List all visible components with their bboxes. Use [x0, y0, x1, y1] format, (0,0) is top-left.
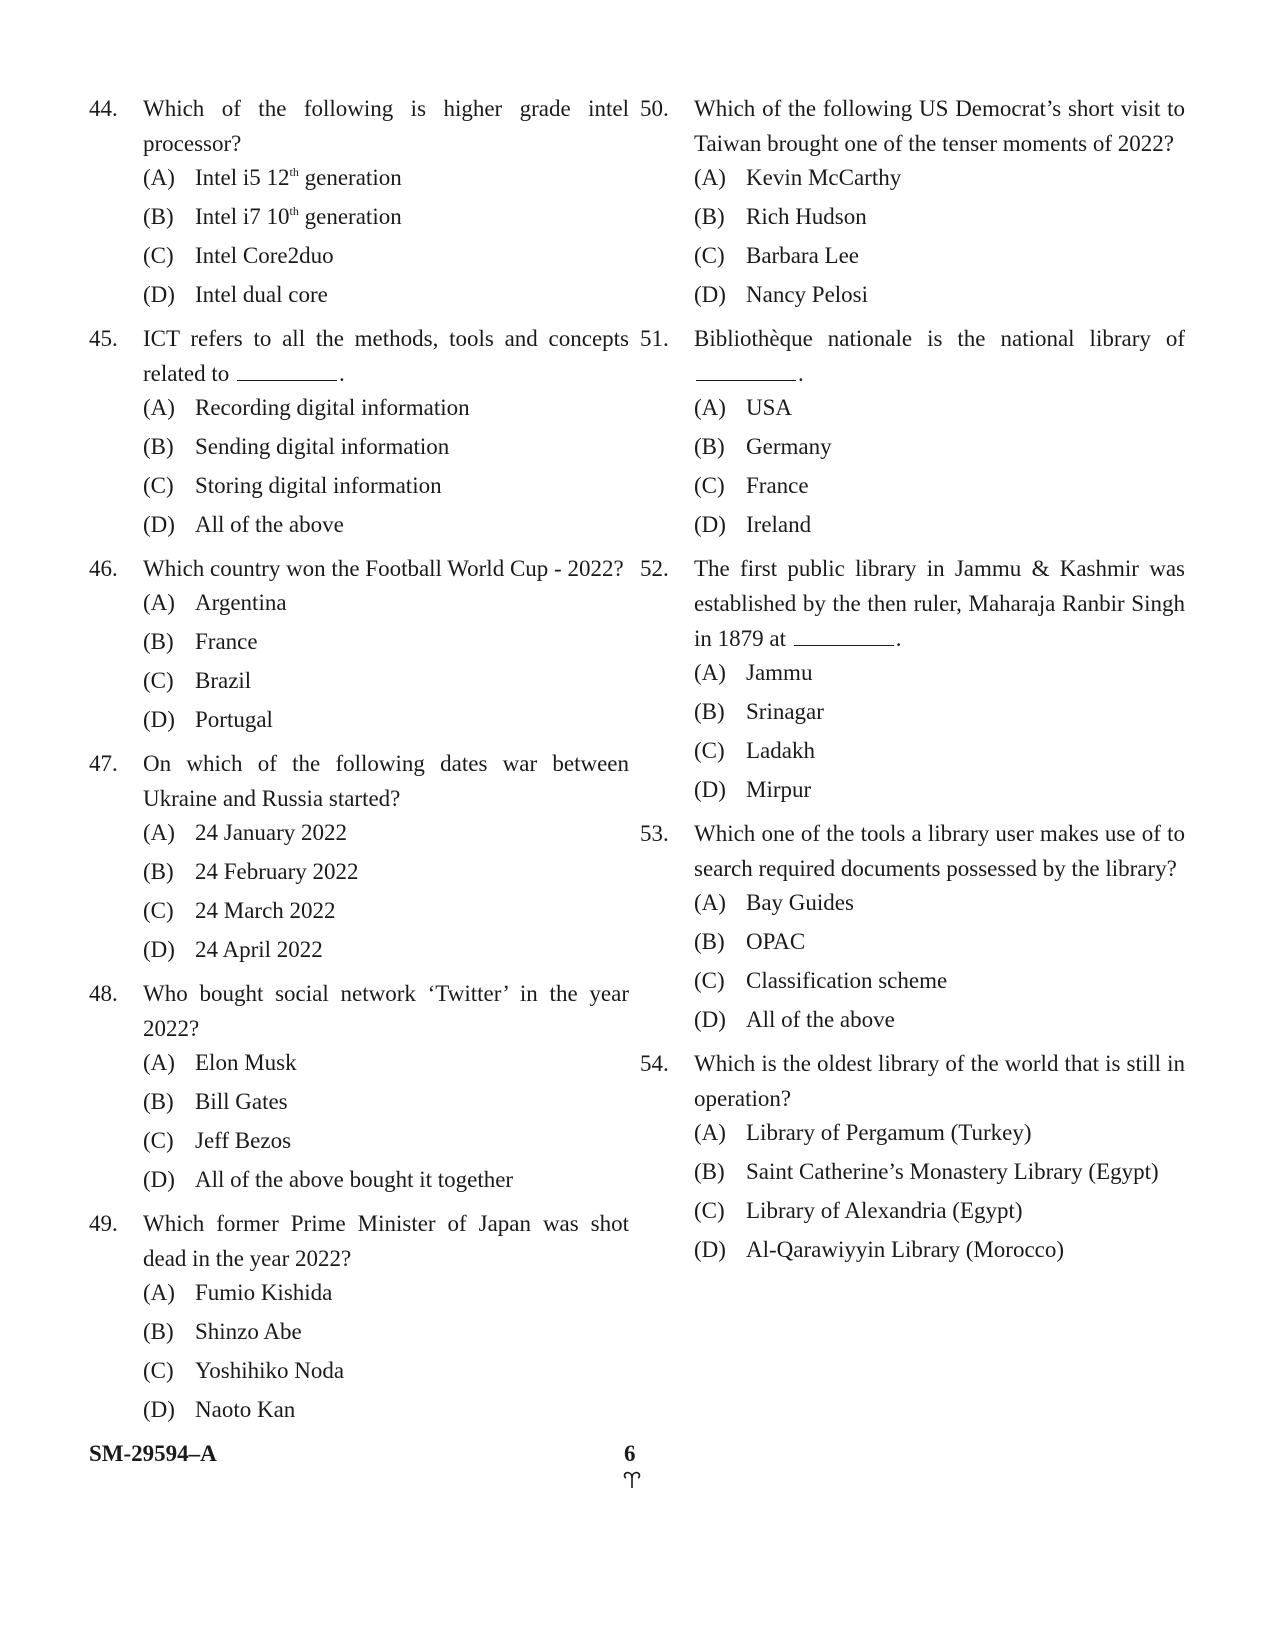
options-list — [143, 590, 629, 732]
option — [694, 243, 1185, 268]
option-label: (C) — [694, 738, 725, 763]
options-list — [694, 165, 1185, 307]
option — [143, 1319, 629, 1344]
question-text: Which is the oldest library of the world that is still in operation? — [694, 1051, 1185, 1111]
question-number: 54. — [640, 1051, 669, 1076]
option-text: Ladakh — [746, 738, 815, 763]
options-list — [143, 820, 629, 962]
options-list — [143, 395, 629, 537]
option — [694, 777, 1185, 802]
option — [143, 590, 629, 615]
question-text: Which of the following US Democrat’s short visit to Taiwan brought one of the tenser moments of 2022? — [694, 96, 1185, 156]
paper-code: SM-29594–A — [89, 1441, 217, 1466]
option-text: Intel i5 12th generation — [195, 165, 402, 190]
option — [143, 395, 629, 420]
question-text: The first public library in Jammu & Kashmir was established by the then ruler, Maharaja Ranbir Singh in 1879 at . — [694, 556, 1185, 651]
option-text: Rich Hudson — [746, 204, 867, 229]
options-list — [143, 165, 629, 307]
options-list — [143, 1280, 629, 1422]
option-text: Germany — [746, 434, 832, 459]
option — [694, 738, 1185, 763]
question-text: Which one of the tools a library user makes use of to search required documents possessed by the library? — [694, 821, 1185, 881]
option-label: (D) — [143, 512, 175, 537]
option-text: Jeff Bezos — [195, 1128, 292, 1153]
option-label: (C) — [143, 898, 174, 923]
option-text: Srinagar — [746, 699, 824, 724]
question — [640, 551, 1185, 802]
option-text: Saint Catherine’s Monastery Library (Egypt) — [746, 1159, 1159, 1184]
option — [694, 1198, 1185, 1223]
option — [694, 1007, 1185, 1032]
option-label: (D) — [143, 707, 175, 732]
option-text: Portugal — [195, 707, 273, 732]
option-text: All of the above — [195, 512, 344, 537]
option-label: (B) — [143, 1319, 174, 1344]
option — [694, 890, 1185, 915]
option-text: Argentina — [195, 590, 287, 615]
question-number: 51. — [640, 326, 669, 351]
question — [89, 1206, 629, 1422]
option-text: Bill Gates — [195, 1089, 288, 1114]
option-label: (A) — [143, 590, 175, 615]
question — [89, 746, 629, 962]
option-label: (D) — [694, 1007, 726, 1032]
option-label: (D) — [143, 1167, 175, 1192]
option-text: Kevin McCarthy — [746, 165, 902, 190]
option-label: (A) — [694, 1120, 726, 1145]
option-text: OPAC — [746, 929, 806, 954]
options-list — [694, 1120, 1185, 1262]
question — [89, 91, 629, 307]
option-text: Fumio Kishida — [195, 1280, 333, 1305]
option-text: All of the above — [746, 1007, 895, 1032]
option — [143, 1128, 629, 1153]
option-label: (B) — [694, 929, 725, 954]
option — [143, 1358, 629, 1383]
option-text: Ireland — [746, 512, 812, 537]
option-text: Bay Guides — [746, 890, 854, 915]
right-column — [640, 91, 1185, 1276]
option-text: Al-Qarawiyyin Library (Morocco) — [746, 1237, 1065, 1262]
option-label: (B) — [143, 859, 174, 884]
option-label: (D) — [694, 777, 726, 802]
option-label: (B) — [143, 434, 174, 459]
option — [143, 937, 629, 962]
option-label: (C) — [143, 1128, 174, 1153]
option — [694, 282, 1185, 307]
option — [694, 165, 1185, 190]
option-label: (A) — [694, 395, 726, 420]
option-label: (D) — [694, 282, 726, 307]
question-number: 45. — [89, 326, 118, 351]
option — [694, 473, 1185, 498]
option-label: (B) — [143, 629, 174, 654]
option-label: (A) — [143, 395, 175, 420]
question-number: 46. — [89, 556, 118, 581]
option-text: Shinzo Abe — [195, 1319, 302, 1344]
question — [640, 321, 1185, 537]
question-text: Which country won the Football World Cup - 2022? — [143, 556, 624, 581]
option — [143, 629, 629, 654]
option-label: (B) — [143, 204, 174, 229]
option — [143, 204, 629, 229]
option — [694, 512, 1185, 537]
option-label: (C) — [143, 473, 174, 498]
option-text: All of the above bought it together — [195, 1167, 514, 1192]
option-label: (B) — [694, 1159, 725, 1184]
option-text: France — [195, 629, 258, 654]
option-label: (C) — [143, 668, 174, 693]
question-text: On which of the following dates war between Ukraine and Russia started? — [143, 751, 629, 811]
question-text: Bibliothèque nationale is the national library of . — [694, 326, 1185, 386]
option — [694, 1159, 1185, 1184]
option-text: France — [746, 473, 809, 498]
options-list — [694, 660, 1185, 802]
option-text: Sending digital information — [195, 434, 450, 459]
page-number: 6 — [624, 1441, 636, 1466]
question-number: 52. — [640, 556, 669, 581]
question — [640, 91, 1185, 307]
option — [694, 1237, 1185, 1262]
question-number: 50. — [640, 96, 669, 121]
option-text: Library of Pergamum (Turkey) — [746, 1120, 1032, 1145]
option — [143, 859, 629, 884]
option-label: (B) — [694, 204, 725, 229]
option-text: Naoto Kan — [195, 1397, 296, 1422]
question-text: ICT refers to all the methods, tools and concepts related to . — [143, 326, 629, 386]
option-text: Recording digital information — [195, 395, 470, 420]
question — [89, 321, 629, 537]
option-text: Library of Alexandria (Egypt) — [746, 1198, 1023, 1223]
option — [143, 1280, 629, 1305]
option-text: Yoshihiko Noda — [195, 1358, 345, 1383]
option-text: Brazil — [195, 668, 252, 693]
answer-blank — [794, 627, 894, 646]
option-text: Intel i7 10th generation — [195, 204, 402, 229]
option — [694, 699, 1185, 724]
option-text: 24 April 2022 — [195, 937, 323, 962]
question-text: Which former Prime Minister of Japan was shot dead in the year 2022? — [143, 1211, 629, 1271]
option-text: Elon Musk — [195, 1050, 297, 1075]
option — [143, 473, 629, 498]
option-text: 24 January 2022 — [195, 820, 348, 845]
options-list — [694, 890, 1185, 1032]
question — [640, 816, 1185, 1032]
option — [143, 820, 629, 845]
option-text: 24 February 2022 — [195, 859, 359, 884]
option-label: (B) — [694, 434, 725, 459]
option — [143, 512, 629, 537]
option — [143, 1167, 629, 1192]
options-list — [143, 1050, 629, 1192]
option-label: (A) — [143, 1280, 175, 1305]
option — [143, 1089, 629, 1114]
option-label: (C) — [694, 243, 725, 268]
answer-blank — [696, 362, 796, 381]
question — [89, 551, 629, 732]
left-column — [89, 91, 629, 1436]
question — [89, 976, 629, 1192]
question-text: Which of the following is higher grade intel processor? — [143, 96, 629, 156]
option-label: (D) — [694, 512, 726, 537]
option-text: 24 March 2022 — [195, 898, 336, 923]
option — [694, 204, 1185, 229]
option-label: (A) — [694, 660, 726, 685]
option — [143, 668, 629, 693]
question-number: 48. — [89, 981, 118, 1006]
option-text: Barbara Lee — [746, 243, 860, 268]
option — [694, 968, 1185, 993]
option — [143, 1397, 629, 1422]
option-label: (D) — [143, 1397, 175, 1422]
question-number: 44. — [89, 96, 118, 121]
option — [694, 1120, 1185, 1145]
option-text: Intel dual core — [195, 282, 328, 307]
option — [694, 929, 1185, 954]
question-text: Who bought social network ‘Twitter’ in the year 2022? — [143, 981, 629, 1041]
options-list — [694, 395, 1185, 537]
question-number: 47. — [89, 751, 118, 776]
option-label: (B) — [694, 699, 725, 724]
option-label: (A) — [143, 820, 175, 845]
option-label: (C) — [143, 243, 174, 268]
option-label: (A) — [694, 890, 726, 915]
option-text: Intel Core2duo — [195, 243, 334, 268]
option-label: (D) — [694, 1237, 726, 1262]
answer-blank — [237, 362, 337, 381]
option-label: (C) — [694, 1198, 725, 1223]
option-label: (A) — [143, 1050, 175, 1075]
option-label: (C) — [694, 473, 725, 498]
option — [694, 434, 1185, 459]
option-label: (C) — [694, 968, 725, 993]
option-text: Classification scheme — [746, 968, 948, 993]
option-label: (B) — [143, 1089, 174, 1114]
question — [640, 1046, 1185, 1262]
option-text: Storing digital information — [195, 473, 442, 498]
option — [694, 395, 1185, 420]
option-text: USA — [746, 395, 793, 420]
option-text: Mirpur — [746, 777, 812, 802]
option-label: (D) — [143, 937, 175, 962]
option — [143, 243, 629, 268]
option-label: (A) — [694, 165, 726, 190]
option — [143, 898, 629, 923]
option-text: Nancy Pelosi — [746, 282, 869, 307]
aries-icon — [622, 1470, 642, 1490]
question-number: 49. — [89, 1211, 118, 1236]
option-text: Jammu — [746, 660, 813, 685]
option — [694, 660, 1185, 685]
option — [143, 165, 629, 190]
option — [143, 282, 629, 307]
question-number: 53. — [640, 821, 669, 846]
option — [143, 707, 629, 732]
option-label: (A) — [143, 165, 175, 190]
option-label: (D) — [143, 282, 175, 307]
option — [143, 1050, 629, 1075]
option-label: (C) — [143, 1358, 174, 1383]
option — [143, 434, 629, 459]
